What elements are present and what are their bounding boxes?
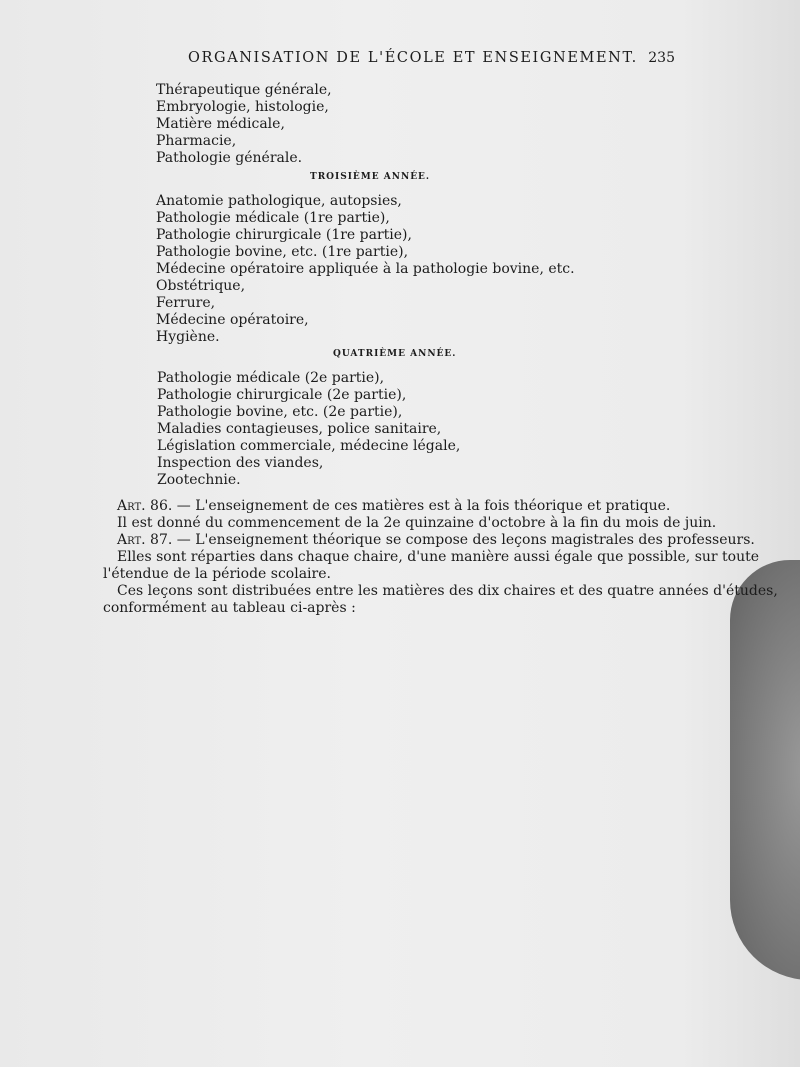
article-text: — L'enseignement de ces matières est à la fois théorique et pratique. xyxy=(172,498,671,514)
list-item: Thérapeutique générale, xyxy=(156,82,332,98)
list-item: Pathologie médicale (1re partie), xyxy=(156,210,390,226)
list-item: Pathologie chirurgicale (1re partie), xyxy=(156,227,412,243)
paragraph-line: l'étendue de la période scolaire. xyxy=(103,566,331,582)
article-86 xyxy=(117,498,670,515)
list-item: Embryologie, histologie, xyxy=(156,99,329,115)
list-item: Pathologie bovine, etc. (1re partie), xyxy=(156,244,409,260)
running-title: ORGANISATION DE L'ÉCOLE ET ENSEIGNEMENT. xyxy=(188,50,638,66)
list-item: Pathologie bovine, etc. (2e partie), xyxy=(157,404,403,420)
article-label: Art. 87. xyxy=(117,532,173,548)
list-item: Pharmacie, xyxy=(156,133,237,149)
section-heading-fourth-year: QUATRIÈME ANNÉE. xyxy=(333,349,457,359)
list-item: Inspection des viandes, xyxy=(157,455,324,471)
article-text: — L'enseignement théorique se compose des leçons magistrales des professeurs. xyxy=(172,532,755,548)
page-number: 235 xyxy=(648,50,675,66)
list-item: Pathologie médicale (2e partie), xyxy=(157,370,385,386)
list-item: Anatomie pathologique, autopsies, xyxy=(156,193,402,209)
list-item: Pathologie chirurgicale (2e partie), xyxy=(157,387,407,403)
paragraph-line: conformément au tableau ci-après : xyxy=(103,600,356,616)
list-item: Matière médicale, xyxy=(156,116,285,132)
list-item: Maladies contagieuses, police sanitaire, xyxy=(157,421,442,437)
list-item: Médecine opératoire, xyxy=(156,312,309,328)
section-heading-third-year: TROISIÈME ANNÉE. xyxy=(310,172,431,182)
page-header xyxy=(100,50,675,74)
article-label: Art. 86. xyxy=(117,498,173,514)
article-86-continuation: Il est donné du commencement de la 2e quinzaine d'octobre à la fin du mois de juin. xyxy=(117,515,717,531)
article-87 xyxy=(117,532,755,549)
list-item: Obstétrique, xyxy=(156,278,246,294)
list-item: Zootechnie. xyxy=(157,472,241,488)
list-item: Médecine opératoire appliquée à la pathologie bovine, etc. xyxy=(156,261,575,277)
thumb-shadow xyxy=(730,560,800,980)
list-item: Ferrure, xyxy=(156,295,216,311)
list-item: Pathologie générale. xyxy=(156,150,303,166)
list-item: Hygiène. xyxy=(156,329,220,345)
paragraph-line: Elles sont réparties dans chaque chaire, d'une manière aussi égale que possible, sur toute xyxy=(117,549,760,565)
list-item: Législation commerciale, médecine légale, xyxy=(157,438,461,454)
paragraph-line: Ces leçons sont distribuées entre les matières des dix chaires et des quatre années d'études, xyxy=(117,583,778,599)
